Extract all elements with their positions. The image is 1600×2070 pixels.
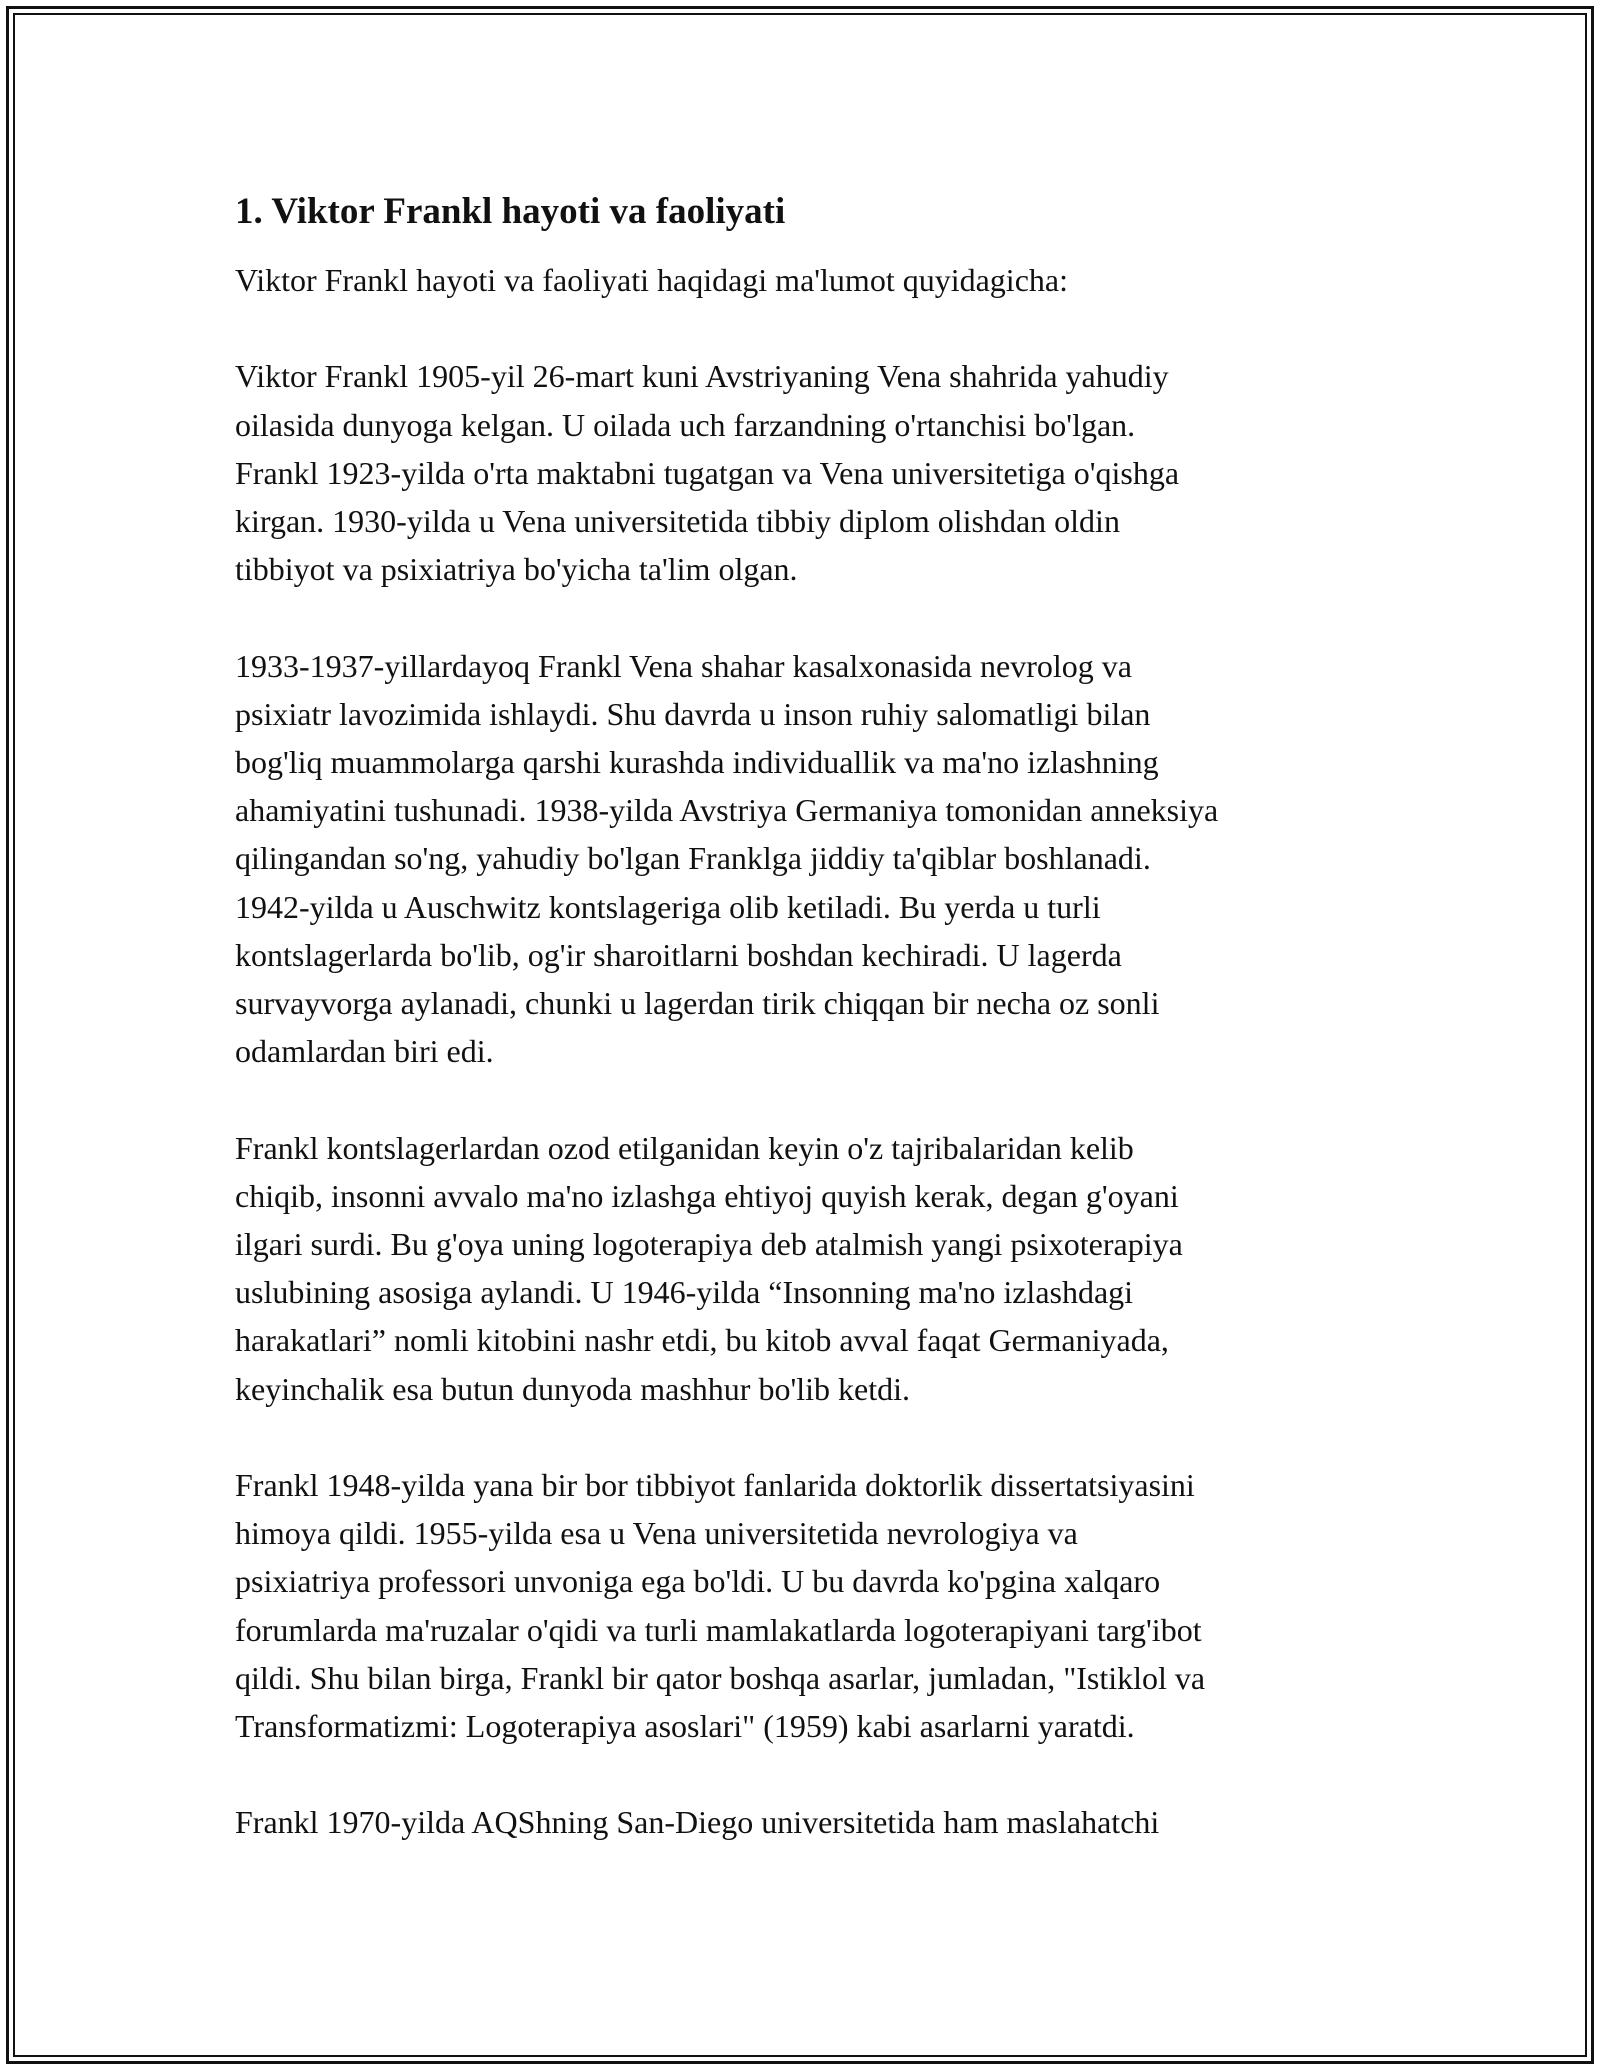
section-heading: 1. Viktor Frankl hayoti va faoliyati: [235, 191, 786, 232]
paragraph-professorship: Frankl 1948-yilda yana bir bor tibbiyot fanlarida doktorlik dissertatsiyasini himoya qildi. 1955-yilda esa u Vena universitetida nevrologiya va psixiatriya professori unvoniga ega bo'ldi. U bu davrda ko'pgina xalqaro forumlarda ma'ruzalar o'qidi va turli mamlakatlarda logoterapiyani targ'ibot qildi. Shu bilan birga, Frankl bir qator boshqa asarlar, jumladan, "Istiklol va Transformatizmi: Logoterapiya asoslari" (1959) kabi asarlarni yaratdi.: [235, 1467, 1206, 1745]
intro-paragraph: Viktor Frankl hayoti va faoliyati haqidagi ma'lumot quyidagicha:: [235, 262, 1068, 298]
paragraph-career-and-camps: 1933-1937-yillardayoq Frankl Vena shahar kasalxonasida nevrolog va psixiatr lavozimida ishlaydi. Shu davrda u inson ruhiy salomatligi bilan bog'liq muammolarga qarshi kurashda individuallik va ma'no izlashning ahamiyatini tushunadi. 1938-yilda Avstriya Germaniya tomonidan anneksiya qilingandan so'ng, yahudiy bo'lgan Franklga jiddiy ta'qiblar boshlanadi. 1942-yilda u Auschwitz kontslageriga olib ketiladi. Bu yerda u turli kontslagerlarda bo'lib, og'ir sharoitlarni boshdan kechiradi. U lagerda survayvorga aylanadi, chunki u lagerdan tirik chiqqan bir necha oz sonli odamlardan biri edi.: [235, 647, 1219, 1070]
document-body: [235, 188, 1375, 1847]
paragraph-logotherapy: Frankl kontslagerlardan ozod etilganidan keyin o'z tajribalaridan kelib chiqib, insonni avvalo ma'no izlashga ehtiyoj quyish kerak, degan g'oyani ilgari surdi. Bu g'oya uning logoterapiya deb atalmish yangi psixoterapiya uslubining asosiga aylandi. U 1946-yilda “Insonning ma'no izlashdagi harakatlari” nomli kitobini nashr etdi, bu kitob avval faqat Germaniyada, keyinchalik esa butun dunyoda mashhur bo'lib ketdi.: [235, 1129, 1183, 1407]
paragraph-later-years: Frankl 1970-yilda AQShning San-Diego universitetida ham maslahatchi: [235, 1804, 1160, 1841]
paragraph-early-life: Viktor Frankl 1905-yil 26-mart kuni Avstriyaning Vena shahrida yahudiy oilasida dunyoga kelgan. U oilada uch farzandning o'rtanchisi bo'lgan. Frankl 1923-yilda o'rta maktabni tugatgan va Vena universitetiga o'qishga kirgan. 1930-yilda u Vena universitetida tibbiy diplom olishdan oldin tibbiyot va psixiatriya bo'yicha ta'lim olgan.: [235, 358, 1180, 588]
